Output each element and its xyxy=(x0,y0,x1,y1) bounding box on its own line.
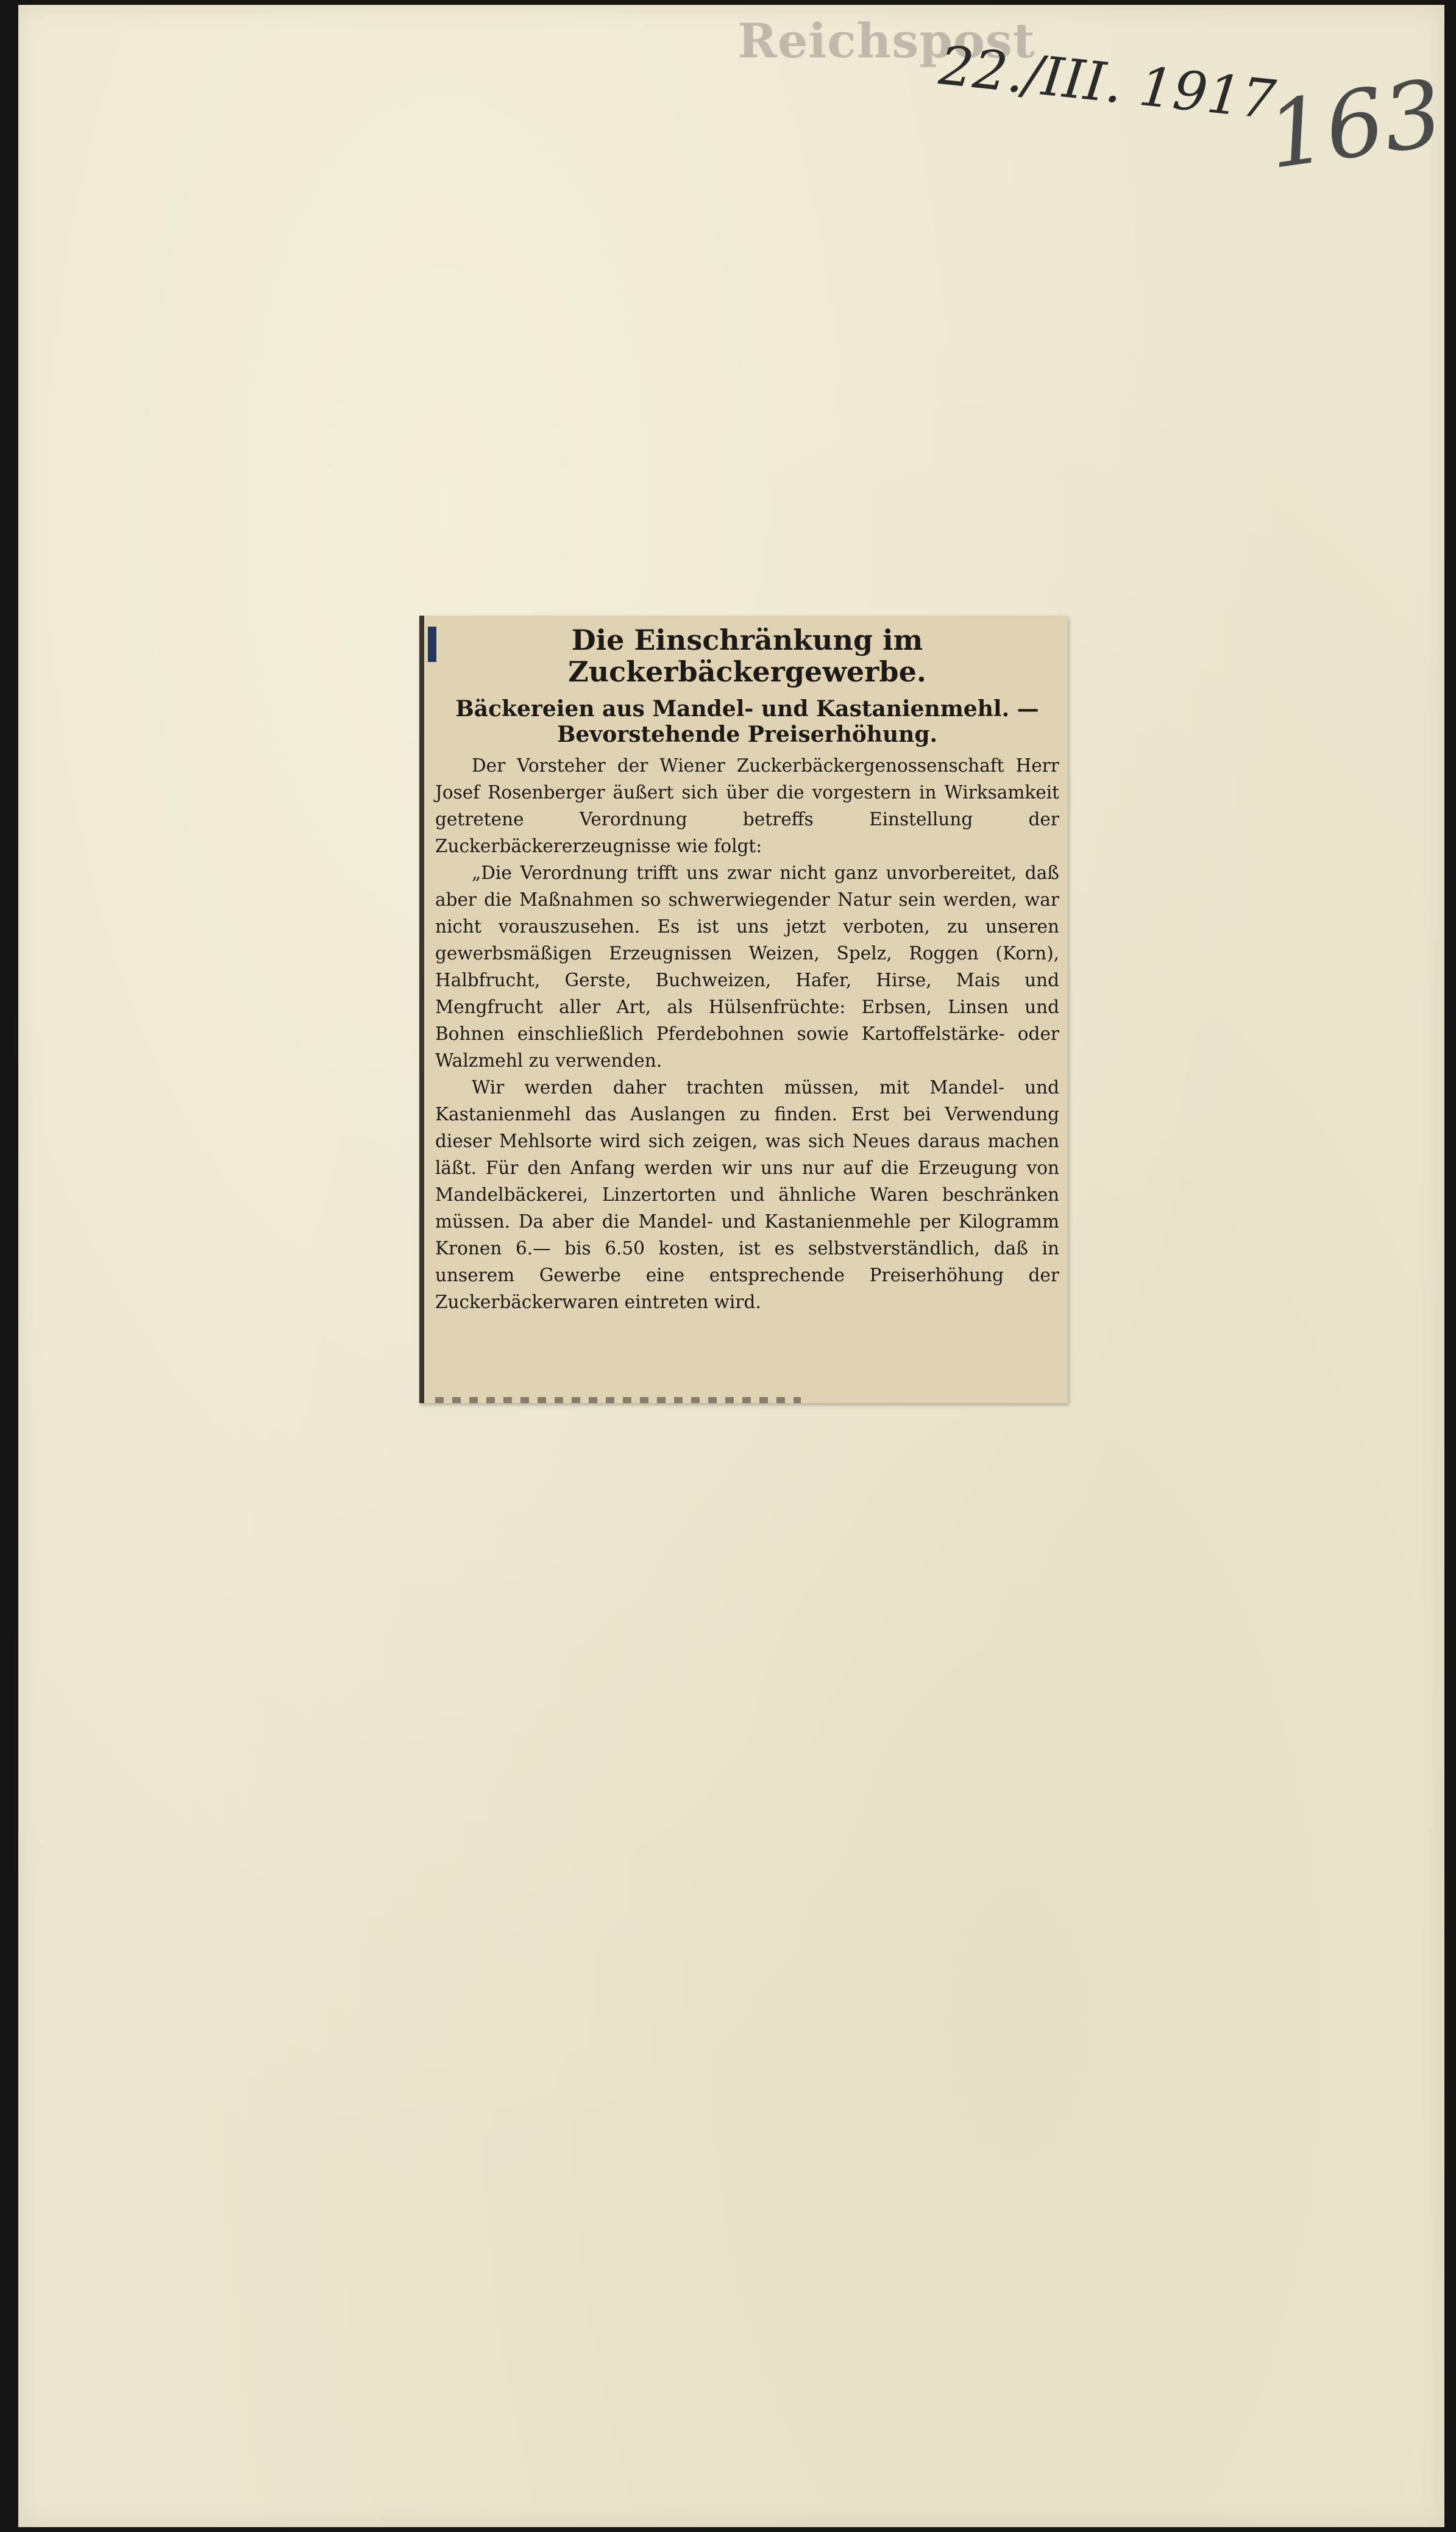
archive-sheet xyxy=(18,5,1449,2527)
newspaper-clipping xyxy=(419,616,1068,1403)
handwritten-date: 22./III. 1917 xyxy=(936,34,1279,132)
article-subheadline: Bäckereien aus Mandel- und Kastanienmehl. — Bevorstehende Preiserhöhung. xyxy=(455,696,1039,747)
blue-marker xyxy=(428,627,436,662)
article-headline: Die Einschränkung im Zuckerbäckergewerbe. xyxy=(568,624,926,688)
newspaper-stamp: Reichspost xyxy=(737,13,1035,69)
article-paragraph: „Die Verordnung trifft uns zwar nicht ganz unvorbereitet, daß aber die Maßnahmen so schwerwiegender Natur sein werden, war nicht vorauszusehen. Es ist uns jetzt verboten, zu unseren gewerbsmäßigen Erzeugnissen Weizen, Spelz, Roggen (Korn), Halbfrucht, Gerste, Buchweizen, Hafer, Hirse, Mais und Mengfrucht aller Art, als Hülsenfrüchte: Erbsen, Linsen und Bohnen einschließlich Pferdebohnen sowie Kartoffelstärke- oder Walzmehl zu verwenden. xyxy=(435,862,1059,1071)
clipping-edge xyxy=(419,616,424,1403)
article-paragraph: Der Vorsteher der Wiener Zuckerbäckergenossenschaft Herr Josef Rosenberger äußert sich über die vorgestern in Wirksamkeit getretene Verordnung betreffs Einstellung der Zuckerbäckererzeugnisse wie folgt: xyxy=(435,755,1059,856)
cut-edge-remnant xyxy=(435,1397,801,1403)
article-paragraph: Wir werden daher trachten müssen, mit Mandel- und Kastanienmehl das Auslangen zu finden. Erst bei Verwendung dieser Mehlsorte wird sich zeigen, was sich Neues daraus machen läßt. Für den Anfang werden wir uns nur auf die Erzeugung von Mandelbäckerei, Linzertorten und ähnliche Waren beschränken müssen. Da aber die Mandel- und Kastanienmehle per Kilogramm Kronen 6.— bis 6.50 kosten, ist es selbstverständlich, daß in unserem Gewerbe eine entsprechende Preiserhöhung der Zuckerbäckerwaren eintreten wird. xyxy=(435,1077,1059,1312)
folio-number: 163 xyxy=(1261,60,1449,190)
